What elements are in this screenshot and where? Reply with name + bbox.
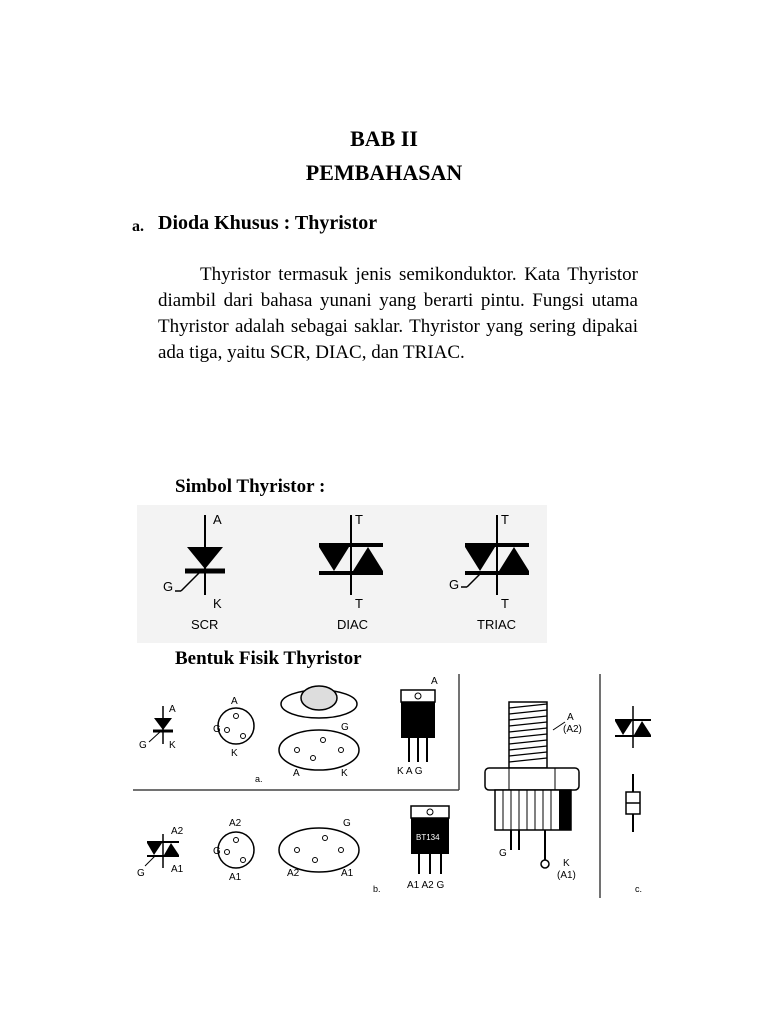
- thyristor-physical-figure: [133, 670, 679, 902]
- triac-bottom-label: T: [501, 596, 509, 611]
- symbols-heading: Simbol Thyristor :: [175, 476, 326, 497]
- svg-text:G: G: [213, 724, 221, 735]
- thyristor-symbols-figure: [137, 505, 547, 643]
- diac-name-label: DIAC: [337, 617, 369, 632]
- scr-anode-label: A: [213, 512, 222, 527]
- chapter-title: PEMBAHASAN: [305, 160, 463, 185]
- svg-text:A: A: [431, 676, 438, 687]
- scr-gate-label: G: [163, 579, 174, 594]
- part-number: BT134: [416, 833, 440, 842]
- svg-text:A2: A2: [287, 868, 300, 879]
- svg-text:A2: A2: [171, 826, 184, 837]
- diac-top-label: T: [355, 512, 363, 527]
- svg-text:K: K: [231, 748, 238, 759]
- svg-text:A: A: [567, 712, 574, 723]
- svg-text:K: K: [169, 740, 176, 751]
- svg-text:K: K: [563, 858, 570, 869]
- chapter-heading: BAB II: [350, 126, 418, 151]
- triac-name-label: TRIAC: [477, 617, 516, 632]
- svg-text:(A2): (A2): [563, 724, 582, 735]
- svg-text:G: G: [139, 740, 147, 751]
- scr-cathode-label: K: [213, 596, 222, 611]
- svg-text:A2: A2: [229, 818, 242, 829]
- caption-a: a.: [255, 774, 263, 784]
- svg-text:A1: A1: [341, 868, 354, 879]
- triac-gate-label: G: [449, 577, 460, 592]
- svg-text:A1: A1: [171, 864, 184, 875]
- svg-text:A: A: [293, 768, 300, 779]
- svg-text:A1: A1: [229, 872, 242, 883]
- svg-text:G: G: [499, 848, 507, 859]
- physical-heading: Bentuk Fisik Thyristor: [175, 648, 362, 669]
- section-marker: a.: [132, 218, 144, 235]
- caption-b: b.: [373, 884, 381, 894]
- svg-text:G: G: [341, 722, 349, 733]
- scr-name-label: SCR: [191, 617, 219, 632]
- caption-c: c.: [635, 884, 643, 894]
- body-paragraph: Thyristor termasuk jenis semikonduktor. Kata Thyristor diambil dari bahasa yunani yang berarti pintu. Fungsi utama Thyristor adalah sebagai saklar. Thyristor yang sering dipakai ada tiga, yaitu SCR, DIAC, dan TRIAC.: [158, 264, 638, 363]
- svg-text:A: A: [169, 704, 176, 715]
- svg-text:K: K: [341, 768, 348, 779]
- triac-top-label: T: [501, 512, 509, 527]
- section-title: Dioda Khusus : Thyristor: [158, 212, 378, 234]
- svg-text:(A1): (A1): [557, 870, 576, 881]
- diac-bottom-label: T: [355, 596, 363, 611]
- svg-text:A: A: [231, 696, 238, 707]
- svg-text:G: G: [213, 846, 221, 857]
- svg-text:G: G: [137, 868, 145, 879]
- svg-text:A1 A2 G: A1 A2 G: [407, 880, 445, 891]
- svg-text:G: G: [343, 818, 351, 829]
- svg-text:K A G: K A G: [397, 766, 423, 777]
